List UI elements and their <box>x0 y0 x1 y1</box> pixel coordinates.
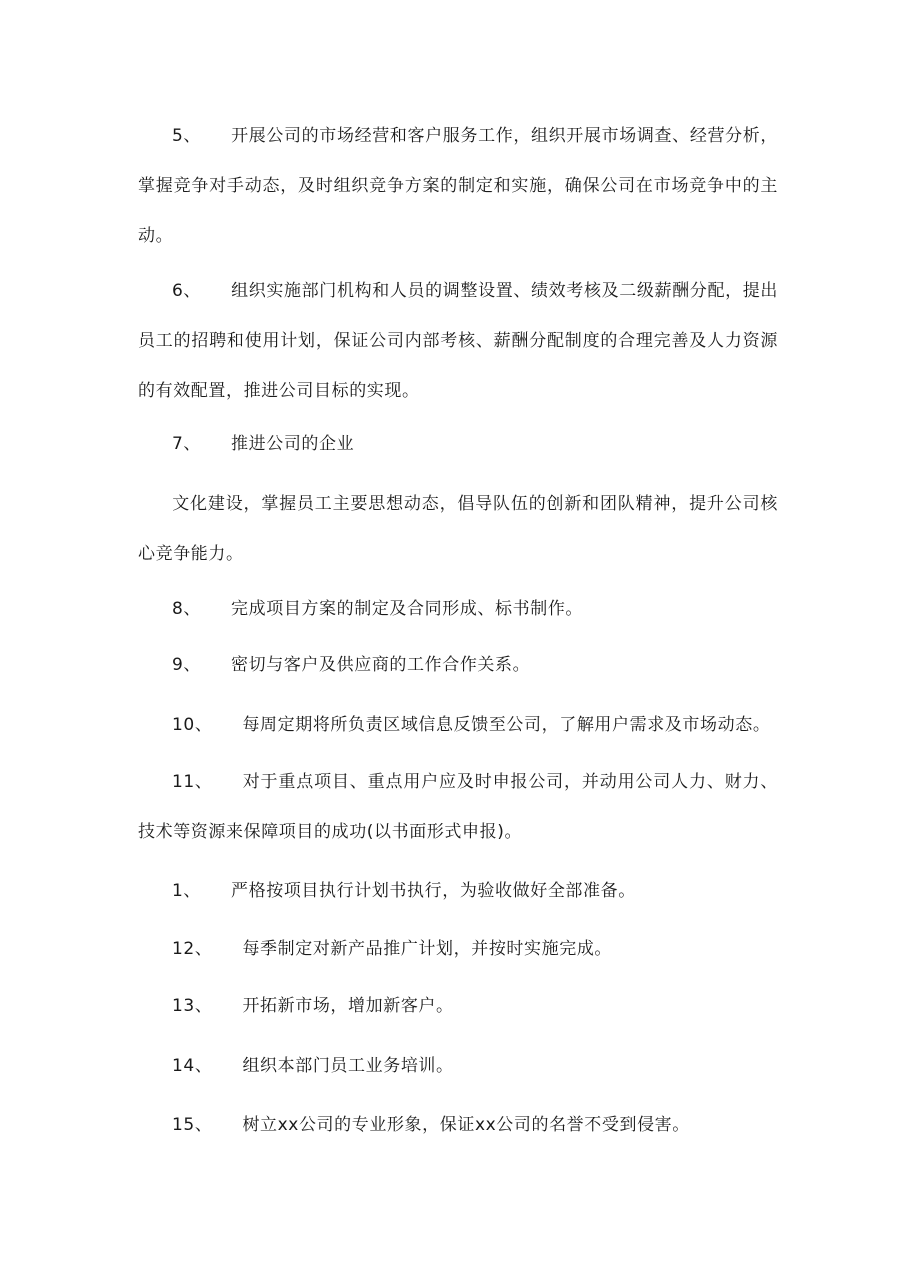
item-text: 推进公司的企业 <box>231 434 355 454</box>
list-item-13 <box>138 981 778 1031</box>
item-text: 文化建设，掌握员工主要思想动态，倡导队伍的创新和团队精神，提升公司核心竞争能力。 <box>138 494 778 564</box>
list-item-10 <box>138 700 778 750</box>
item-number: 8、 <box>172 599 202 619</box>
item-text: 开展公司的市场经营和客户服务工作，组织开展市场调查、经营分析，掌握竞争对手动态，及时组织竞争方案的制定和实施，确保公司在市场竞争中的主动。 <box>138 126 778 246</box>
item-number: 12、 <box>172 939 213 959</box>
list-item-6 <box>138 266 778 416</box>
item-text: 严格按项目执行计划书执行，为验收做好全部准备。 <box>231 881 636 901</box>
list-item-7 <box>138 419 778 469</box>
list-item-9 <box>138 640 778 690</box>
item-text: 树立xx公司的专业形象，保证xx公司的名誉不受到侵害。 <box>242 1115 690 1135</box>
list-item-15 <box>138 1100 778 1150</box>
list-item-8 <box>138 584 778 634</box>
item-number: 11、 <box>172 772 213 792</box>
item-number: 6、 <box>172 281 202 301</box>
list-item-11 <box>138 757 778 857</box>
item-number: 1、 <box>172 881 202 901</box>
item-number: 14、 <box>172 1056 213 1076</box>
item-text: 完成项目方案的制定及合同形成、标书制作。 <box>231 599 584 619</box>
item-text: 对于重点项目、重点用户应及时申报公司，并动用公司人力、财力、技术等资源来保障项目的成功(以书面形式申报)。 <box>138 772 778 842</box>
item-number: 9、 <box>172 655 202 675</box>
item-text: 组织实施部门机构和人员的调整设置、绩效考核及二级薪酬分配，提出员工的招聘和使用计划，保证公司内部考核、薪酬分配制度的合理完善及人力资源的有效配置，推进公司目标的实现。 <box>138 281 778 401</box>
list-item-12 <box>138 924 778 974</box>
item-number: 13、 <box>172 996 213 1016</box>
list-item-5 <box>138 111 778 261</box>
item-text: 组织本部门员工业务培训。 <box>242 1056 454 1076</box>
item-text: 每周定期将所负责区域信息反馈至公司，了解用户需求及市场动态。 <box>242 715 771 735</box>
list-item-1 <box>138 866 778 916</box>
list-item-14 <box>138 1041 778 1091</box>
item-number: 15、 <box>172 1115 213 1135</box>
item-text: 每季制定对新产品推广计划，并按时实施完成。 <box>242 939 613 959</box>
item-number: 5、 <box>172 126 202 146</box>
item-text: 密切与客户及供应商的工作合作关系。 <box>231 655 531 675</box>
item-number: 7、 <box>172 434 202 454</box>
item-text: 开拓新市场，增加新客户。 <box>242 996 454 1016</box>
paragraph-continuation <box>138 479 778 579</box>
item-number: 10、 <box>172 715 213 735</box>
